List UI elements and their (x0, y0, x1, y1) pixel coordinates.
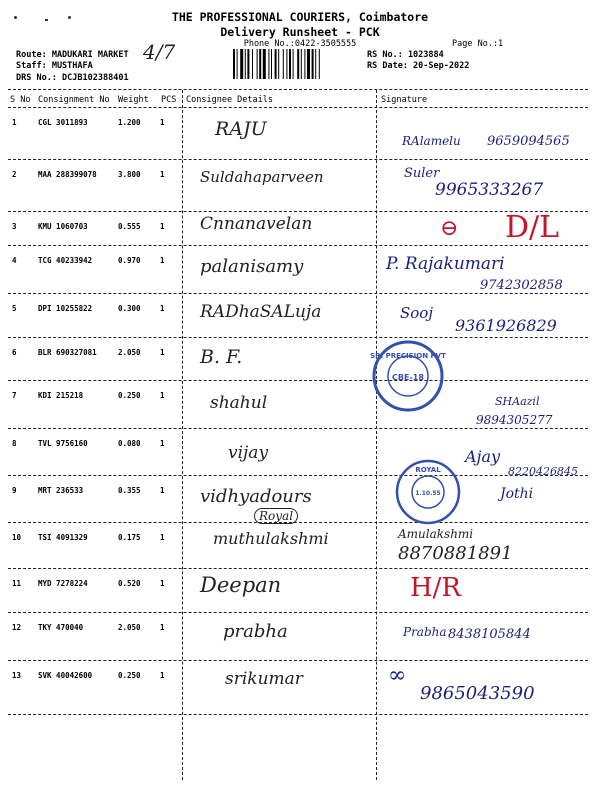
sno-cell: 9 (12, 486, 17, 495)
phone-handwriting: 9659094565 (487, 134, 570, 149)
weight-cell: 0.970 (118, 256, 141, 265)
table-row (0, 613, 600, 664)
barcode-bar (271, 49, 272, 79)
weight-cell: 3.800 (118, 170, 141, 179)
stamp-subtext: 1.10.55 (415, 490, 441, 497)
consignment-cell: MRT 236533 (38, 486, 84, 495)
weight-cell: 0.555 (118, 222, 141, 231)
table-row (0, 108, 600, 159)
stamp-text: SRI PRECISION PVT (370, 352, 446, 360)
phone-handwriting: 9361926829 (455, 316, 557, 335)
sno-cell: 2 (12, 170, 17, 179)
phone-handwriting: 8438105844 (448, 627, 531, 642)
pcs-cell: 1 (160, 256, 165, 265)
table-row (0, 476, 600, 527)
weight-cell: 2.050 (118, 623, 141, 632)
signature-handwriting: D/L (505, 210, 560, 245)
phone-handwriting: 9742302858 (480, 278, 563, 293)
signature-handwriting: RAlamelu (402, 134, 461, 148)
weight-cell: 0.080 (118, 439, 141, 448)
signature-handwriting: Prabha (403, 625, 447, 639)
barcode-bar (252, 49, 253, 79)
consignee-handwriting: Suldahaparveen (200, 168, 324, 186)
consignment-cell: BLR 690327081 (38, 348, 97, 357)
barcode-bar (307, 49, 310, 79)
signature-handwriting: Sooj (400, 304, 433, 322)
barcode-bar (257, 49, 258, 79)
table-row (0, 429, 600, 480)
consignee-handwriting: vijay (228, 443, 269, 463)
table-row (0, 523, 600, 574)
barcode-bar (278, 49, 279, 79)
table-row (0, 381, 600, 432)
pcs-cell: 1 (160, 533, 165, 542)
barcode-bar (268, 49, 269, 79)
consignment-cell: DPI 10255822 (38, 304, 93, 313)
pcs-cell: 1 (160, 391, 165, 400)
phone-number: Phone No.:0422-3505555 (243, 39, 357, 49)
column-header-consignment: Consignment No (38, 95, 110, 105)
signature-handwriting: Suler (404, 166, 440, 181)
pcs-cell: 1 (160, 118, 165, 127)
consignee-handwriting: prabha (223, 621, 288, 642)
weight-cell: 1.200 (118, 118, 141, 127)
barcode-bar (315, 49, 316, 79)
signature-handwriting: Amulakshmi (398, 527, 474, 541)
consignee-handwriting: srikumar (225, 669, 303, 689)
column-header-consignee: Consignee Details (186, 95, 273, 105)
weight-cell: 2.050 (118, 348, 141, 357)
phone-handwriting: 9965333267 (435, 180, 544, 200)
consignee-handwriting: B. F. (200, 346, 243, 368)
sno-cell: 11 (12, 579, 22, 588)
barcode-bar (275, 49, 277, 79)
table-row (0, 246, 600, 297)
pcs-cell: 1 (160, 348, 165, 357)
consignment-cell: KMU 1060703 (38, 222, 88, 231)
pcs-cell: 1 (160, 222, 165, 231)
pcs-cell: 1 (160, 170, 165, 179)
sno-cell: 7 (12, 391, 17, 400)
stamp-text: ROYAL (415, 466, 441, 474)
company-title: THE PROFESSIONAL COURIERS, Coimbatore (171, 10, 429, 24)
weight-cell: 0.175 (118, 533, 141, 542)
consignee-note: Royal (254, 508, 298, 524)
pcs-cell: 1 (160, 579, 165, 588)
staff-label: Staff: MUSTHAFA (16, 61, 93, 71)
barcode (233, 49, 358, 79)
consignee-handwriting: Deepan (200, 573, 282, 597)
barcode-bar (283, 49, 284, 79)
sno-cell: 8 (12, 439, 17, 448)
phone-handwriting: 8220426845 (508, 465, 578, 478)
weight-cell: 0.250 (118, 671, 141, 680)
consignee-handwriting: RADhaSALuja (200, 302, 322, 322)
barcode-bar (304, 49, 305, 79)
weight-cell: 0.520 (118, 579, 141, 588)
pcs-cell: 1 (160, 439, 165, 448)
table-row (0, 160, 600, 211)
pcs-cell: 1 (160, 304, 165, 313)
stamp-subtext: CBE-18 (392, 373, 424, 382)
barcode-bar (263, 49, 266, 79)
signature-handwriting: SHAazil (495, 395, 540, 408)
sno-cell: 4 (12, 256, 17, 265)
consignment-cell: SVK 40042600 (38, 671, 93, 680)
consignee-handwriting: Cnnanavelan (200, 214, 313, 234)
barcode-bar (245, 49, 246, 79)
margin-note: 4/7 (143, 40, 176, 64)
document-title: Delivery Runsheet - PCK (220, 25, 380, 39)
consignment-cell: CGL 3011893 (38, 118, 88, 127)
pcs-cell: 1 (160, 623, 165, 632)
royal-stamp (393, 457, 463, 527)
header-top-rule (8, 89, 588, 90)
consignee-handwriting: palanisamy (200, 256, 304, 277)
signature-handwriting: Ajay (465, 447, 501, 466)
barcode-bar (289, 49, 291, 79)
weight-cell: 0.300 (118, 304, 141, 313)
barcode-bar (247, 49, 249, 79)
barcode-bar (259, 49, 261, 79)
company-stamp (370, 338, 446, 414)
consignment-cell: TKY 470040 (38, 623, 84, 632)
barcode-bar (319, 49, 320, 79)
barcode-bar (293, 49, 294, 79)
barcode-bar (297, 49, 299, 79)
barcode-bar (301, 49, 302, 79)
signature-handwriting: Jothi (500, 486, 534, 502)
barcode-bar (233, 49, 235, 79)
barcode-bar (286, 49, 287, 79)
pcs-cell: 1 (160, 486, 165, 495)
consignment-cell: TVL 9756160 (38, 439, 88, 448)
barcode-bar (240, 49, 243, 79)
column-header-signature: Signature (381, 95, 428, 105)
scribble-mark: ⊖ (440, 216, 459, 241)
rs-date: RS Date: 20-Sep-2022 (367, 61, 470, 71)
consignee-handwriting: muthulakshmi (213, 529, 329, 548)
signature-handwriting: P. Rajakumari (386, 254, 505, 274)
sno-cell: 6 (12, 348, 17, 357)
sno-cell: 1 (12, 118, 17, 127)
column-header-weight: Weight (118, 95, 149, 105)
drs-number: DRS No.: DCJB102388401 (16, 73, 129, 83)
phone-handwriting: 9865043590 (420, 683, 535, 704)
scribble-mark: ∞ (388, 663, 407, 688)
phone-handwriting: 9894305277 (476, 413, 553, 427)
weight-cell: 0.355 (118, 486, 141, 495)
sno-cell: 12 (12, 623, 22, 632)
barcode-bar (237, 49, 238, 79)
consignment-cell: KDI 215218 (38, 391, 84, 400)
signature-handwriting: H/R (410, 573, 462, 603)
consignee-handwriting: RAJU (215, 118, 267, 140)
sno-cell: 5 (12, 304, 17, 313)
sno-cell: 10 (12, 533, 22, 542)
consignment-cell: MYD 7278224 (38, 579, 88, 588)
consignment-cell: TCG 40233942 (38, 256, 93, 265)
phone-handwriting: 8870881891 (398, 543, 513, 564)
rs-number: RS No.: 1023884 (367, 50, 444, 60)
column-header-pcs: PCS (161, 95, 177, 105)
consignee-handwriting: vidhyadours (200, 486, 312, 507)
consignment-cell: TSI 4091329 (38, 533, 88, 542)
page-number: Page No.:1 (452, 39, 504, 49)
sno-cell: 3 (12, 222, 17, 231)
sno-cell: 13 (12, 671, 22, 680)
consignee-handwriting: shahul (210, 393, 268, 413)
consignment-cell: MAA 288399078 (38, 170, 97, 179)
pcs-cell: 1 (160, 671, 165, 680)
barcode-bar (312, 49, 314, 79)
route-label: Route: MADUKARI MARKET (16, 50, 129, 60)
row-divider (8, 714, 588, 715)
weight-cell: 0.250 (118, 391, 141, 400)
table-row (0, 661, 600, 712)
column-header-sno: S No (10, 95, 31, 105)
